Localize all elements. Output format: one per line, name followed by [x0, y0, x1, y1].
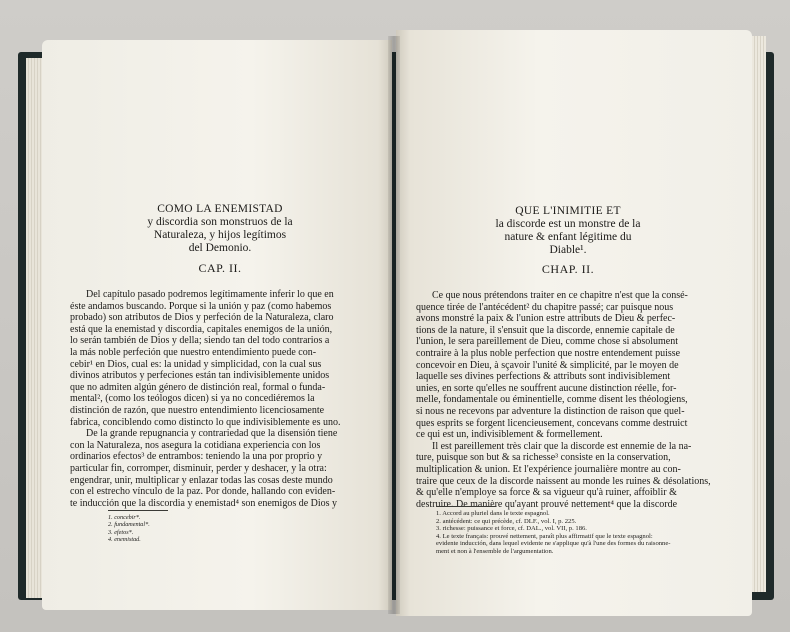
text-line: probado) son atributos de Dios y perfeción de la Naturaleza, claro	[70, 312, 334, 324]
text-line: está que la enemistad y discordia, capitales enemigos de la unión,	[70, 323, 333, 335]
text-line: contraire à la plus noble perfection que nostre entendement puisse	[416, 347, 681, 359]
footnote: evidente inducción, dans lequel evidente ne s'applique qu'à l'une des formes du raisonne-	[436, 540, 671, 548]
text-line: avons monstré la paix & l'union estre attributs de Dieu & perfec-	[416, 313, 676, 325]
left-chapter-title: CAP. II.	[198, 261, 242, 275]
text-line: con el estrecho vínculo de la paz. Por donde, hallando con eviden-	[70, 486, 336, 498]
text-line: que no admiten algún género de distinción real, formal o funda-	[70, 381, 326, 393]
right-heading-line: Diable¹.	[549, 244, 587, 256]
text-line: mental², (como los teólogos dicen) si ya no concediéremos la	[70, 393, 315, 405]
text-line: destruire. De manière qu'ayant prouvé nettement⁴ que la discorde	[416, 498, 678, 510]
right-heading-line: QUE L'INIMITIE ET	[515, 205, 621, 217]
left-heading	[120, 203, 320, 255]
text-line: Ce que nous prétendons traiter en ce chapitre n'est que la consé-	[432, 290, 688, 301]
footnote: 2. fundamental*.	[108, 521, 150, 529]
text-line: & qu'elle n'employe sa force & sa vigueur qu'à ruiner, affoiblir &	[416, 487, 677, 499]
footnote: 4. enemistad.	[108, 536, 141, 544]
text-line: con la Naturaleza, nos asegura la cotidiana experiencia con los	[70, 439, 321, 451]
text-line: melle, fondamentale ou éminentielle, comme disent les théologiens,	[416, 394, 688, 406]
text-line: unies, en sorte qu'elles ne souffrent aucune distinction réelle, for-	[416, 382, 677, 394]
footnote: 1. concebir*.	[108, 514, 141, 521]
text-line: De la grande repugnancia y contrariedad que la disensión tiene	[86, 428, 338, 440]
right-heading-line: nature & enfant légitime du	[504, 231, 632, 243]
text-line: Il est pareillement très clair que la discorde est ennemie de la na-	[432, 440, 692, 452]
book-gutter	[388, 36, 400, 614]
left-heading-line: y discordia son monstruos de la	[147, 216, 293, 228]
right-heading	[468, 205, 668, 257]
left-heading-line: COMO LA ENEMISTAD	[157, 203, 283, 215]
right-heading-line: la discorde est un monstre de la	[495, 218, 641, 230]
text-line: te inducción que la discordia y enemistad⁴ son enemigos de Dios y	[70, 497, 338, 509]
text-line: lo serán también de Dios y della; siendo tan del todo contrarios a	[70, 335, 330, 347]
footnote: ment et non à l'ensemble de l'argumentation.	[436, 547, 554, 555]
text-line: la más noble perfeción que nuestro entendimiento puede con-	[70, 346, 317, 358]
text-line: divinos atributos y perfeciones están tan indivisiblemente unidos	[70, 370, 330, 382]
left-body	[70, 289, 368, 509]
text-line: éste andamos buscando. Porque si la unión y paz (como habemos	[70, 300, 332, 312]
text-line: ture, puisque son but & sa richesse³ consiste en la conservation,	[416, 452, 671, 464]
right-body	[416, 290, 716, 510]
text-line: laquelle ses divines perfections & attributs sont indivisiblement	[416, 371, 671, 383]
text-line: quence tirée de l'antécédent² du chapitre passé; car puisque nous	[416, 301, 674, 313]
text-line: distinción de razón, que nuestro entendimiento licenciosamente	[70, 404, 325, 416]
text-line: l'union, le sera pareillement de Dieu, comme chose si absolument	[416, 336, 679, 348]
text-line: tions de la nature, il s'ensuit que la discorde, ennemie capitale de	[416, 324, 675, 336]
text-line: Del capítulo pasado podremos legítimamente inferir lo que en	[86, 289, 334, 300]
text-line: engendrar, unir, multiplicar y enlazar todas las cosas deste mundo	[70, 474, 333, 486]
text-line: ques esprits se forgent licencieusement, concevans comme destruict	[416, 417, 688, 429]
footnote-rule	[108, 510, 168, 511]
left-heading-line: del Demonio.	[188, 242, 252, 254]
footnote-rule	[436, 506, 496, 507]
text-line: traire que ceux de la discorde naissent au monde les ruines & désolations,	[416, 475, 711, 487]
text-line: concevoir en Dieu, à sçavoir l'unité & simplicité, par le moyen de	[416, 359, 679, 371]
text-line: ce qui est un, indivisiblement & formellement.	[416, 429, 603, 441]
right-chapter-title: CHAP. II.	[541, 262, 595, 276]
footnote: 4. Le texte français: prouvé nettement, paraît plus affirmatif que le texte espagnol:	[436, 532, 653, 540]
right-footnotes	[436, 510, 720, 556]
text-line: si nous ne recevons par adventure la distinction de raison que quel-	[416, 405, 685, 417]
left-footnotes	[108, 514, 228, 544]
footnote: 3. efetos*.	[108, 528, 134, 536]
footnote: 3. richesse: puissance et force, cf. DAL., vol. VII, p. 186.	[436, 525, 587, 533]
text-line: cebir¹ en Dios, cual es: la unidad y simplicidad, con la cual sus	[70, 358, 322, 370]
footnote: 1. Accord au pluriel dans le texte espagnol.	[436, 510, 550, 517]
footnote: 2. antécédent: ce qui précède, cf. DLF., vol. I, p. 225.	[436, 517, 577, 525]
left-heading-line: Naturaleza, y hijos legítimos	[153, 229, 287, 241]
text-line: ordinarios efectos³ de entrambos: teniendo la una por proprio y	[70, 451, 323, 463]
text-line: fabrica, conciblendo como distincto lo que indivisiblemente es uno.	[70, 416, 341, 428]
text-line: particular fin, corromper, disminuir, perder y deshacer, y la otra:	[70, 462, 327, 474]
text-line: multiplication & union. Et l'expérience journalière montre au con-	[416, 463, 681, 475]
